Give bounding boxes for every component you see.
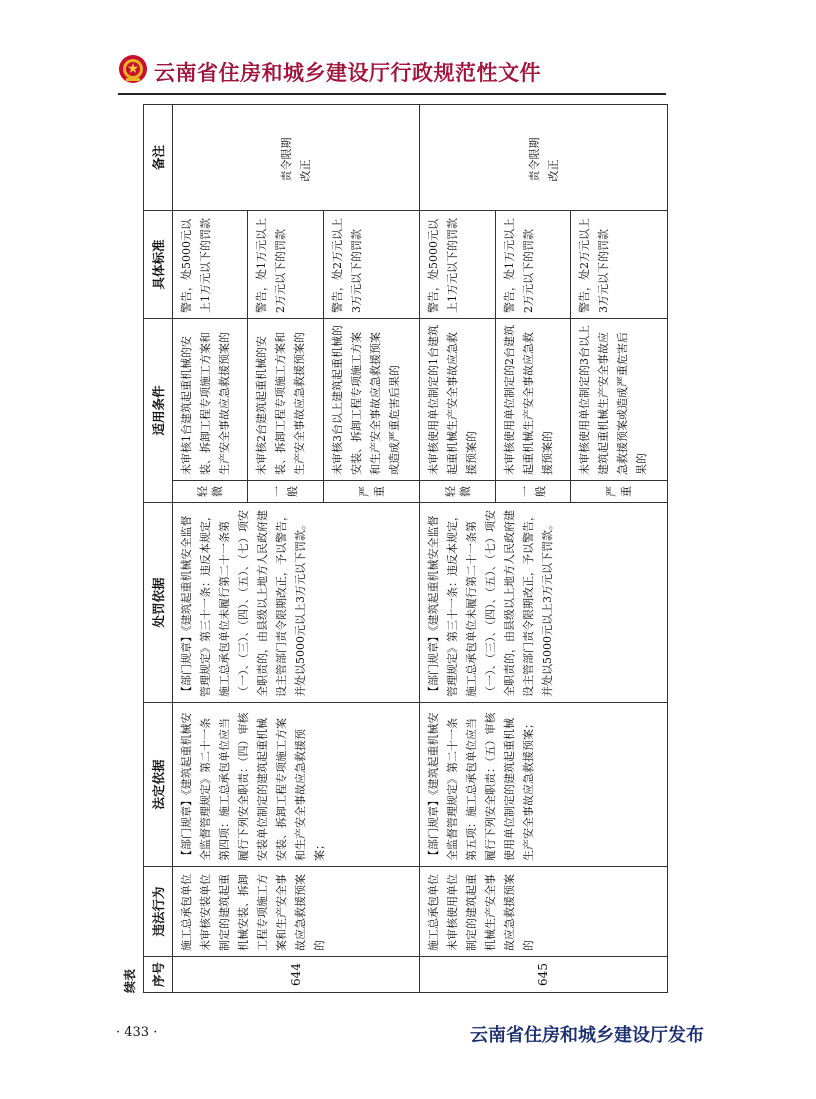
severity-label: 一般 (518, 486, 547, 497)
penalty-standard-table (143, 104, 668, 993)
condition-cell: 未审核使用单位制定的1台建筑起重机械生产安全事故应急救援预案的 (420, 318, 495, 480)
page-header (118, 52, 698, 92)
violation-cell: 施工总承包单位未审核使用单位制定的建筑起重机械生产安全事故应急救援预案的 (420, 867, 668, 957)
col-header-penalty-basis: 处罚依据 (144, 503, 173, 703)
national-emblem-icon (118, 54, 148, 84)
severity-label: 轻微 (196, 486, 225, 497)
penalty-basis-cell: 【部门规章】《建筑起重机械安全监督管理规定》第三十一条：违反本规定，施工总承包单位未履行第二十一条第（一）、（三）、（四）、（五）、（七）项安全职责的，由县级以上地方人民政府建设主管部门责令限期改正，予以警告，并处以5000元以上3万元以下罚款。 (173, 503, 420, 703)
document-series-title: 云南省住房和城乡建设厅行政规范性文件 (154, 61, 541, 85)
header-divider (118, 93, 666, 95)
table-header-row (144, 104, 173, 992)
condition-cell: 未审核使用单位制定的3台以上建筑起重机械生产安全事故应急救援预案或造成严重危害后果的 (571, 318, 668, 480)
condition-cell: 未审核1台建筑起重机械的安装、拆卸工程专项施工方案和生产安全事故应急救援预案的 (173, 318, 248, 480)
note-text: 责令限期改正 (527, 137, 560, 182)
legal-basis-cell: 【部门规章】《建筑起重机械安全监督管理规定》第二十一条第五项：施工总承包单位应当履行下列安全职责：（五）审核使用单位制定的建筑起重机械生产安全事故应急救援预案； (420, 703, 668, 867)
table-row (420, 104, 495, 992)
severity-cell (248, 481, 323, 503)
table-row (173, 104, 248, 992)
col-header-legal-basis: 法定依据 (144, 703, 173, 867)
note-text: 责令限期改正 (280, 137, 313, 182)
penalty-basis-cell: 【部门规章】《建筑起重机械安全监督管理规定》第三十一条：违反本规定，施工总承包单位未履行第二十一条第（一）、（三）、（四）、（五）、（七）项安全职责的，由县级以上地方人民政府建设主管部门责令限期改正，予以警告，并处以5000元以上3万元以下罚款。 (420, 503, 668, 703)
standard-cell: 警告，处2万元以上3万元以下的罚款 (323, 210, 420, 318)
severity-label: 轻微 (443, 486, 472, 497)
standard-cell: 警告，处1万元以上2万元以下的罚款 (495, 210, 570, 318)
condition-cell: 未审核2台建筑起重机械的安装、拆卸工程专项施工方案和生产安全事故应急救援预案的 (248, 318, 323, 480)
severity-cell (571, 481, 668, 503)
legal-basis-cell: 【部门规章】《建筑起重机械安全监督管理规定》第二十一条第四项：施工总承包单位应当履行下列安全职责：（四）审核安装单位制定的建筑起重机械安装、拆卸工程专项施工方案和生产安全事故应急救援预案； (173, 703, 420, 867)
severity-cell (173, 481, 248, 503)
row-number: 644 (173, 957, 420, 993)
publisher-footer: 云南省住房和城乡建设厅发布 (470, 1025, 704, 1046)
condition-cell: 未审核3台以上建筑起重机械的安装、拆卸工程专项施工方案和生产安全事故应急救援预案或造成严重危害后果的 (323, 318, 420, 480)
continued-label: 续表 (123, 968, 137, 993)
standard-cell: 警告，处5000元以上1万元以下的罚款 (420, 210, 495, 318)
severity-cell (323, 481, 420, 503)
severity-cell (420, 481, 495, 503)
note-cell (173, 104, 420, 210)
note-cell (420, 104, 668, 210)
standard-cell: 警告，处2万元以上3万元以下的罚款 (571, 210, 668, 318)
col-header-standard: 具体标准 (144, 210, 173, 318)
col-header-number: 序号 (144, 957, 173, 993)
col-header-note: 备注 (144, 104, 173, 210)
rotated-table-area (123, 105, 668, 993)
row-number: 645 (420, 957, 668, 993)
col-header-violation: 违法行为 (144, 867, 173, 957)
standard-cell: 警告，处1万元以上2万元以下的罚款 (248, 210, 323, 318)
severity-cell (495, 481, 570, 503)
col-header-condition: 适用条件 (144, 318, 173, 502)
violation-cell: 施工总承包单位未审核安装单位制定的建筑起重机械安装、拆卸工程专项施工方案和生产安全事故应急救援预案的 (173, 867, 420, 957)
severity-label: 一般 (271, 486, 300, 497)
severity-label: 严重 (357, 486, 386, 497)
standard-cell: 警告，处5000元以上1万元以下的罚款 (173, 210, 248, 318)
page-number: · 433 · (116, 1025, 158, 1040)
severity-label: 严重 (605, 486, 633, 497)
condition-cell: 未审核使用单位制定的2台建筑起重机械生产安全事故应急救援预案的 (495, 318, 570, 480)
